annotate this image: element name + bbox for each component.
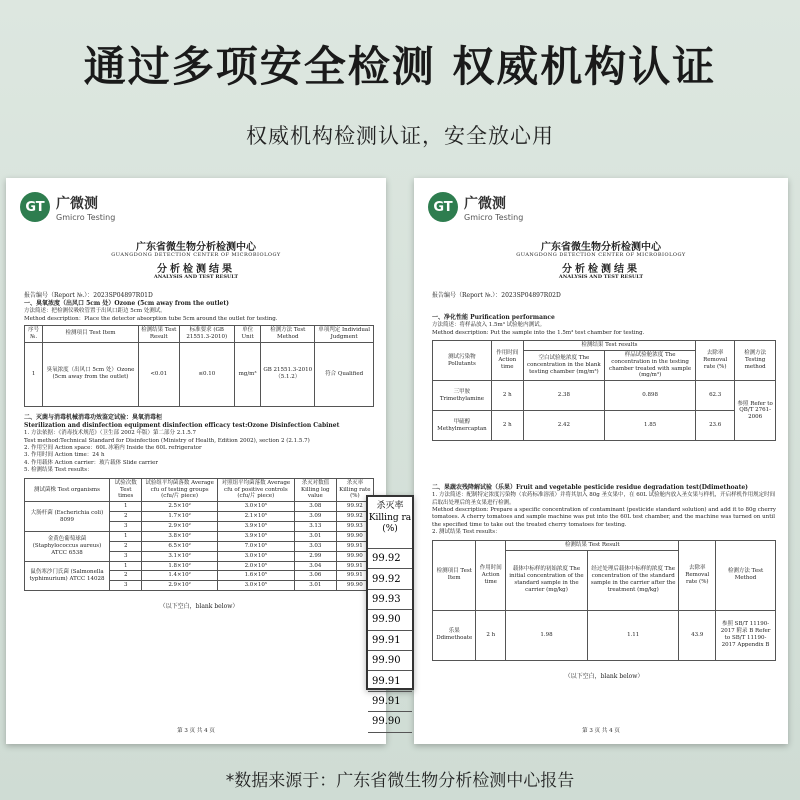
- zoom-header: [368, 497, 412, 549]
- purification-section: [432, 314, 776, 441]
- gmicro-logo: [428, 192, 523, 222]
- zoom-value: 99.91: [368, 671, 412, 691]
- table-cell: 3.03: [294, 541, 336, 551]
- td-method: 参照 Refer to QB/T 2761-2006: [735, 381, 776, 441]
- th-no: 序号 №.: [25, 325, 43, 342]
- table-cell: 99.90: [336, 531, 373, 541]
- table-cell: 3.13: [294, 522, 336, 532]
- method-cn: 方法简述：把检测仪吸收管置于出风口距边 5cm 处测试。: [24, 308, 166, 315]
- org-name-en: GUANGDONG DETECTION CENTER OF MICROBIOLOGY: [111, 252, 281, 258]
- table-cell: 2.99: [294, 551, 336, 561]
- th-blank-concentration: 空白试验舱浓度 The concentration in the blank testing chamber (mg/m³): [523, 350, 604, 381]
- th-times: 试验次数 Test times: [109, 478, 141, 502]
- report-number: 报告编号（Report №.）：2023SP04897R01D: [24, 292, 153, 299]
- table-cell: 1.7×10²: [142, 512, 217, 522]
- pesticide-table: [432, 540, 776, 661]
- ozone-section: [24, 300, 374, 407]
- table-cell: 3: [109, 551, 141, 561]
- page-number: 第 3 页 共 4 页: [582, 728, 620, 734]
- zoom-value: 99.91: [368, 631, 412, 651]
- table-cell: 6.5×10²: [142, 541, 217, 551]
- table-cell: 1.8×10²: [142, 561, 217, 571]
- section-title: 一、净化性能 Purification performance: [432, 314, 555, 321]
- table-cell: 3.9×10⁵: [217, 531, 294, 541]
- table-cell: 3.0×10⁵: [217, 502, 294, 512]
- th-result: 检测结果 Test Result: [138, 325, 179, 342]
- th-method: 检测方法 Test Method: [261, 325, 315, 342]
- table-cell: 99.91: [336, 541, 373, 551]
- table-cell: 3.0×10⁵: [217, 581, 294, 591]
- zoom-value: 99.90: [368, 712, 412, 732]
- table-cell: 3.01: [294, 531, 336, 541]
- table-cell: 99.92: [336, 512, 373, 522]
- td-blank: 2.38: [523, 381, 604, 411]
- td-after: 1.11: [587, 610, 679, 660]
- note-line: 4. 作用载体 Action carrier：玻片载体 Slide carrier: [24, 459, 158, 466]
- table-cell: 1: [109, 561, 141, 571]
- org-name: 广东省微生物分析检测中心: [541, 242, 661, 253]
- zoom-value: 99.91: [368, 692, 412, 712]
- table-cell: 3.04: [294, 561, 336, 571]
- table-cell: 1.4×10²: [142, 571, 217, 581]
- th-positive-controls: 对照组平均菌落数 Average cfu of positive controls (cfu/片 piece): [217, 478, 294, 502]
- td-removal: 23.6: [696, 411, 735, 441]
- table-cell: 99.90: [336, 551, 373, 561]
- table-cell: 2.0×10⁵: [217, 561, 294, 571]
- gt-logo-icon: GT: [428, 192, 458, 222]
- table-cell: 3: [109, 581, 141, 591]
- td-item: 臭氧浓度（出风口 5cm 处）Ozone (5cm away from the outlet): [43, 342, 139, 406]
- th-test-method: 检测方法 Testing method: [735, 340, 776, 380]
- brand-name-cn: 广微测: [56, 195, 98, 212]
- table-cell: 1: [109, 531, 141, 541]
- blank-below: （以下空白，blank below）: [564, 672, 644, 680]
- table-cell: 3.1×10²: [142, 551, 217, 561]
- table-cell: 3.08: [294, 502, 336, 512]
- td-blank: 2.42: [523, 411, 604, 441]
- section-title: 一、臭氧浓度（出风口 5cm 处）Ozone (5cm away from the outlet): [24, 300, 229, 307]
- report-page-left: [6, 178, 386, 744]
- zoom-value: 99.92: [368, 569, 412, 589]
- table-row: [25, 561, 374, 571]
- td-result: <0.01: [138, 342, 179, 406]
- table-cell: 3.9×10⁵: [217, 522, 294, 532]
- td-organism: 鼠伤寒沙门氏菌 (Salmonella typhimurium) ATCC 14028: [25, 561, 110, 591]
- table-row: [25, 502, 374, 512]
- td-pollutant: 甲硫醇 Methylmercaptan: [433, 411, 492, 441]
- gmicro-logo: [20, 192, 115, 222]
- table-cell: 3.09: [294, 512, 336, 522]
- td-removal: 62.3: [696, 381, 735, 411]
- report-title: 分析检测结果: [157, 264, 235, 275]
- th-killing-log: 杀灭对数值 Killing log value: [294, 478, 336, 502]
- th-testing-groups: 试验组平均菌落数 Average cfu of testing groups (cfu/片 piece): [142, 478, 217, 502]
- table-cell: 2.9×10²: [142, 581, 217, 591]
- section-title: 二、灭菌与消毒机械消毒功效鉴定试验：臭氧消毒柜: [24, 414, 163, 421]
- purification-table: [432, 340, 776, 441]
- sterilization-table: [24, 478, 374, 592]
- note-line: 1. 方法简述：配制特定浓度污染物（农药标准溶液）并将其加入 80g 圣女果中，在 60L 试验舱内放入圣女果与样机，开启样机作用规定时间后取出处理后的圣女果进行检测。: [432, 492, 776, 506]
- gt-logo-icon: GT: [20, 192, 50, 222]
- th-item: 检测项目 Test Item: [433, 540, 476, 610]
- th-standard: 标准要求 (GB 21551.3-2010): [179, 325, 234, 342]
- subheadline: 权威机构检测认证，安全放心用: [246, 124, 554, 148]
- table-cell: 3.06: [294, 571, 336, 581]
- td-no: 1: [25, 342, 43, 406]
- note-line: 2. 作用空间 Action space：60L 冰箱内 Inside the 60L refrigerator: [24, 445, 202, 452]
- table-cell: 3: [109, 522, 141, 532]
- zoom-header-unit: (%): [382, 524, 398, 535]
- th-test-results: 检测结果 Test results: [523, 340, 695, 350]
- th-after-concentration: 经过处理后载体中标样的浓度 The concentration of the standard sample in the carrier after the treatment (mg/kg): [587, 550, 679, 610]
- th-test-method: 检测方法 Test Method: [716, 540, 776, 610]
- th-sample-concentration: 样品试验舱浓度 The concentration in the testing chamber treated with sample (mg/m³): [605, 350, 696, 381]
- report-title: 分析检测结果: [562, 264, 640, 275]
- zoom-header-en: Killing ra: [368, 512, 412, 523]
- table-cell: 3.8×10²: [142, 531, 217, 541]
- td-organism: 大肠杆菌 (Escherichia coli) 8099: [25, 502, 110, 532]
- zoom-header-cn: 杀灭率: [376, 501, 404, 511]
- th-organism: 测试菌株 Test organisms: [25, 478, 110, 502]
- table-cell: 1: [109, 502, 141, 512]
- td-sample: 0.898: [605, 381, 696, 411]
- source-note: *数据来源于：广东省微生物分析检测中心报告: [225, 771, 575, 791]
- th-judgment: 单项判定 Individual Judgment: [315, 325, 374, 342]
- table-cell: 2: [109, 541, 141, 551]
- table-cell: 99.91: [336, 571, 373, 581]
- table-cell: 99.91: [336, 561, 373, 571]
- page-number: 第 3 页 共 4 页: [177, 728, 215, 734]
- org-name-en: GUANGDONG DETECTION CENTER OF MICROBIOLOGY: [516, 252, 686, 258]
- ozone-table: [24, 325, 374, 407]
- th-action-time: 作用时间 Action time: [476, 540, 506, 610]
- td-removal: 43.9: [679, 610, 716, 660]
- td-method: 参照 SB/T 11190-2017 附录 B Refer to SB/T 11190-2017 Appendix B: [716, 610, 776, 660]
- table-cell: 99.93: [336, 522, 373, 532]
- table-cell: 3.01: [294, 581, 336, 591]
- td-item: 乐果 Ddimethoate: [433, 610, 476, 660]
- note-line: Method description: Prepare a specific concentration of contaminant (pesticide standard solution) and add it to 80g cherry tomatoes. A cherry tomatoes and sample machine was put into the 60L test chamber, and the machine was turned on until the specified time to take out the treated cherry tomatoes for testing.: [432, 506, 776, 528]
- pesticide-section: [432, 484, 776, 681]
- zoom-value: 99.90: [368, 651, 412, 671]
- th-killing-rate: 杀灭率 Killing rate (%): [336, 478, 373, 502]
- td-time: 2 h: [476, 610, 506, 660]
- section-title: 二、果蔬农残降解试验（乐果）Fruit and vegetable pesticide residue degradation test(Ddimethoate): [432, 484, 748, 491]
- section-title-en: Sterilization and disinfection equipment disinfection efficacy test:Ozone Disinfection Cabinet: [24, 422, 340, 430]
- method-cn: 方法简述：将样品放入 1.5m³ 试验舱内测试。: [432, 322, 546, 329]
- th-initial-concentration: 载体中标样的初始浓度 The initial concentration of the standard sample in the carrier (mg/kg): [506, 550, 588, 610]
- note-line: 5. 检测结果 Test results：: [24, 467, 93, 474]
- td-method: GB 21551.3-2010（5.1.2）: [261, 342, 315, 406]
- table-cell: 1.6×10⁵: [217, 571, 294, 581]
- th-item: 检测项目 Test Item: [43, 325, 139, 342]
- brand-name-en: Gmicro Testing: [464, 212, 524, 222]
- td-standard: ≤0.10: [179, 342, 234, 406]
- brand-name-en: Gmicro Testing: [56, 212, 116, 222]
- td-sample: 1.85: [605, 411, 696, 441]
- table-cell: 2: [109, 512, 141, 522]
- zoom-value: 99.90: [368, 610, 412, 630]
- disinfection-section: [24, 414, 374, 611]
- headline: 通过多项安全检测 权威机构认证: [83, 42, 717, 91]
- table-cell: 2.5×10²: [142, 502, 217, 512]
- table-cell: 99.90: [336, 581, 373, 591]
- method-en: Method description: Put the sample into the 1.5m³ test chamber for testing.: [432, 329, 645, 336]
- table-cell: 3.0×10⁵: [217, 551, 294, 561]
- td-pollutant: 三甲胺 Trimethylamine: [433, 381, 492, 411]
- th-test-result: 检测结果 Test Result: [506, 540, 679, 550]
- th-removal-rate: 去除率 Removal rate (%): [679, 540, 716, 610]
- note-line: Test method:Technical Standard for Disinfection (Ministry of Health, Edition 2002), section 2 (2.1.5.7): [24, 437, 310, 444]
- org-name: 广东省微生物分析检测中心: [136, 242, 256, 253]
- th-action-time: 作用时间 Action time: [491, 340, 523, 380]
- td-judgment: 符合 Qualified: [315, 342, 374, 406]
- td-initial: 1.98: [506, 610, 588, 660]
- td-time: 2 h: [491, 411, 523, 441]
- report-number: 报告编号（Report №.）：2023SP04897R02D: [432, 292, 561, 299]
- brand-name-cn: 广微测: [464, 195, 506, 212]
- zoom-value: 99.93: [368, 590, 412, 610]
- blank-below: （以下空白，blank below）: [159, 603, 239, 611]
- table-cell: 2: [109, 571, 141, 581]
- report-page-right: [414, 178, 788, 744]
- th-pollutant: 测试污染物 Pollutants: [433, 340, 492, 380]
- table-cell: 2.1×10⁵: [217, 512, 294, 522]
- killing-rate-zoom-callout: [366, 495, 414, 728]
- table-cell: 7.0×10⁵: [217, 541, 294, 551]
- td-time: 2 h: [491, 381, 523, 411]
- th-removal-rate: 去除率 Removal rate (%): [696, 340, 735, 380]
- method-en: Method description：Place the detector absorption tube 5cm around the outlet for testing.: [24, 315, 278, 322]
- report-title-en: ANALYSIS AND TEST RESULT: [558, 274, 644, 280]
- td-unit: mg/m³: [234, 342, 260, 406]
- td-organism: 金黄色葡萄球菌 (Staphylococcus aureus) ATCC 6538: [25, 531, 110, 561]
- note-line: 3. 作用时间 Action time：24 h: [24, 452, 105, 459]
- table-cell: 99.92: [336, 502, 373, 512]
- table-row: [25, 531, 374, 541]
- note-line: 1. 方法依据：《消毒技术规范》（卫生部 2002 年版）第二部分 2.1.5.7: [24, 430, 196, 437]
- zoom-value: 99.92: [368, 549, 412, 569]
- note-line: 2. 测试结果 Test results：: [432, 529, 501, 536]
- table-cell: 2.9×10²: [142, 522, 217, 532]
- th-unit: 单位 Unit: [234, 325, 260, 342]
- report-title-en: ANALYSIS AND TEST RESULT: [153, 274, 239, 280]
